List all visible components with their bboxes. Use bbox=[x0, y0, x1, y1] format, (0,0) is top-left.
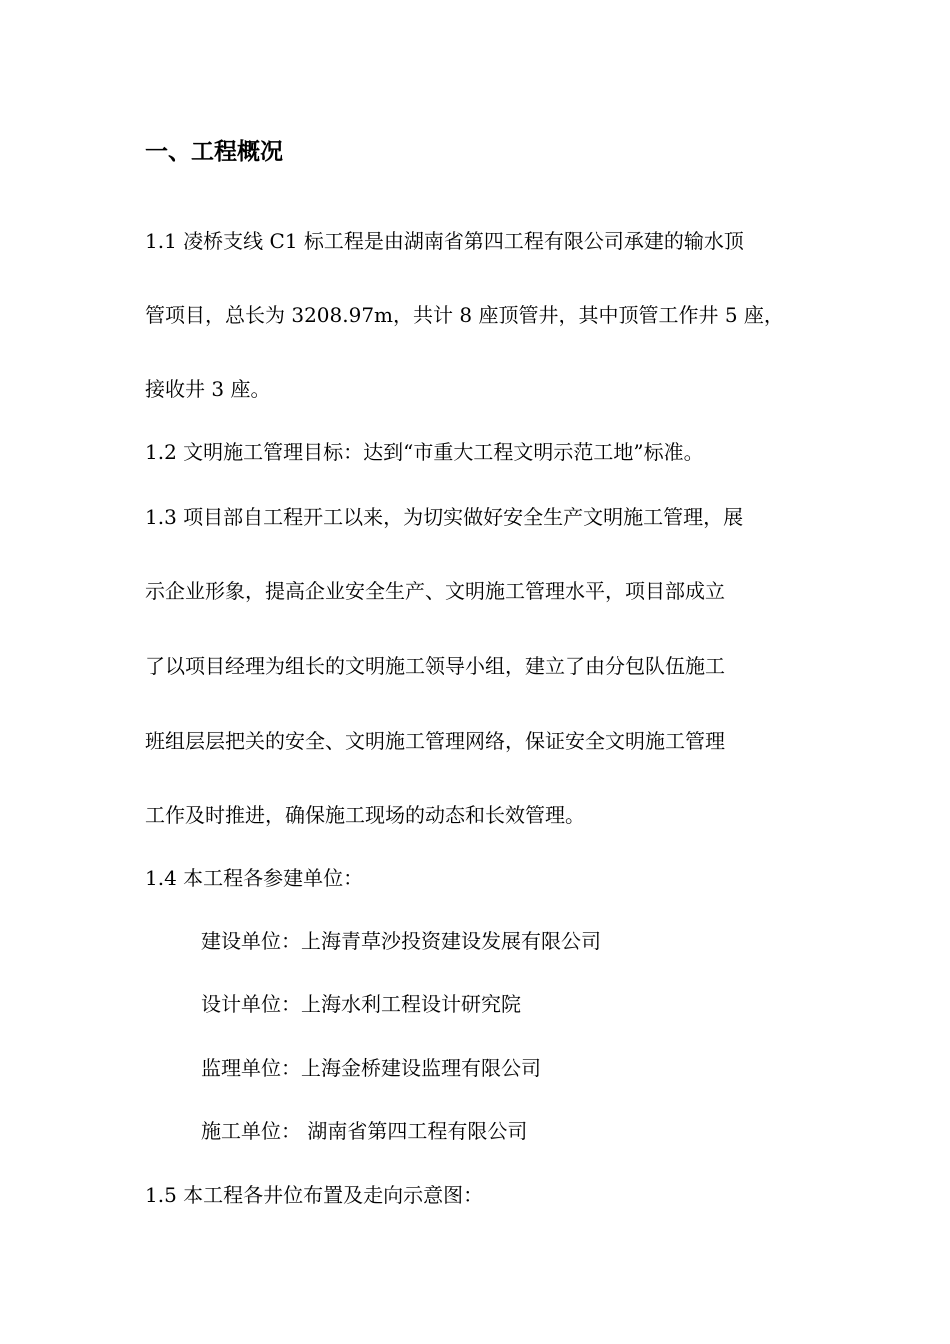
para-1-3-line-3: 了以项目经理为组长的文明施工领导小组，建立了由分包队伍施工 bbox=[145, 654, 725, 678]
unit-supervision: 监理单位：上海金桥建设监理有限公司 bbox=[201, 1056, 541, 1080]
para-1-2: 1.2 文明施工管理目标：达到“市重大工程文明示范工地”标准。 bbox=[145, 440, 704, 464]
para-1-1-line-3: 接收井 3 座。 bbox=[145, 377, 271, 401]
para-1-1-line-2: 管项目，总长为 3208.97m，共计 8 座顶管井，其中顶管工作井 5 座， bbox=[145, 303, 784, 327]
para-1-1-line-1: 1.1 凌桥支线 C1 标工程是由湖南省第四工程有限公司承建的输水顶 bbox=[145, 229, 744, 253]
unit-contractor: 施工单位： 湖南省第四工程有限公司 bbox=[201, 1119, 528, 1143]
para-1-3-line-4: 班组层层把关的安全、文明施工管理网络，保证安全文明施工管理 bbox=[145, 729, 725, 753]
para-1-3-line-5: 工作及时推进，确保施工现场的动态和长效管理。 bbox=[145, 803, 585, 827]
unit-design: 设计单位：上海水利工程设计研究院 bbox=[201, 992, 521, 1016]
para-1-5-title: 1.5 本工程各井位布置及走向示意图： bbox=[145, 1183, 484, 1207]
section-heading: 一、工程概况 bbox=[145, 138, 283, 165]
para-1-3-line-1: 1.3 项目部自工程开工以来，为切实做好安全生产文明施工管理，展 bbox=[145, 505, 744, 529]
unit-construction-owner: 建设单位：上海青草沙投资建设发展有限公司 bbox=[201, 929, 601, 953]
para-1-3-line-2: 示企业形象，提高企业安全生产、文明施工管理水平，项目部成立 bbox=[145, 579, 725, 603]
para-1-4-title: 1.4 本工程各参建单位： bbox=[145, 866, 364, 890]
